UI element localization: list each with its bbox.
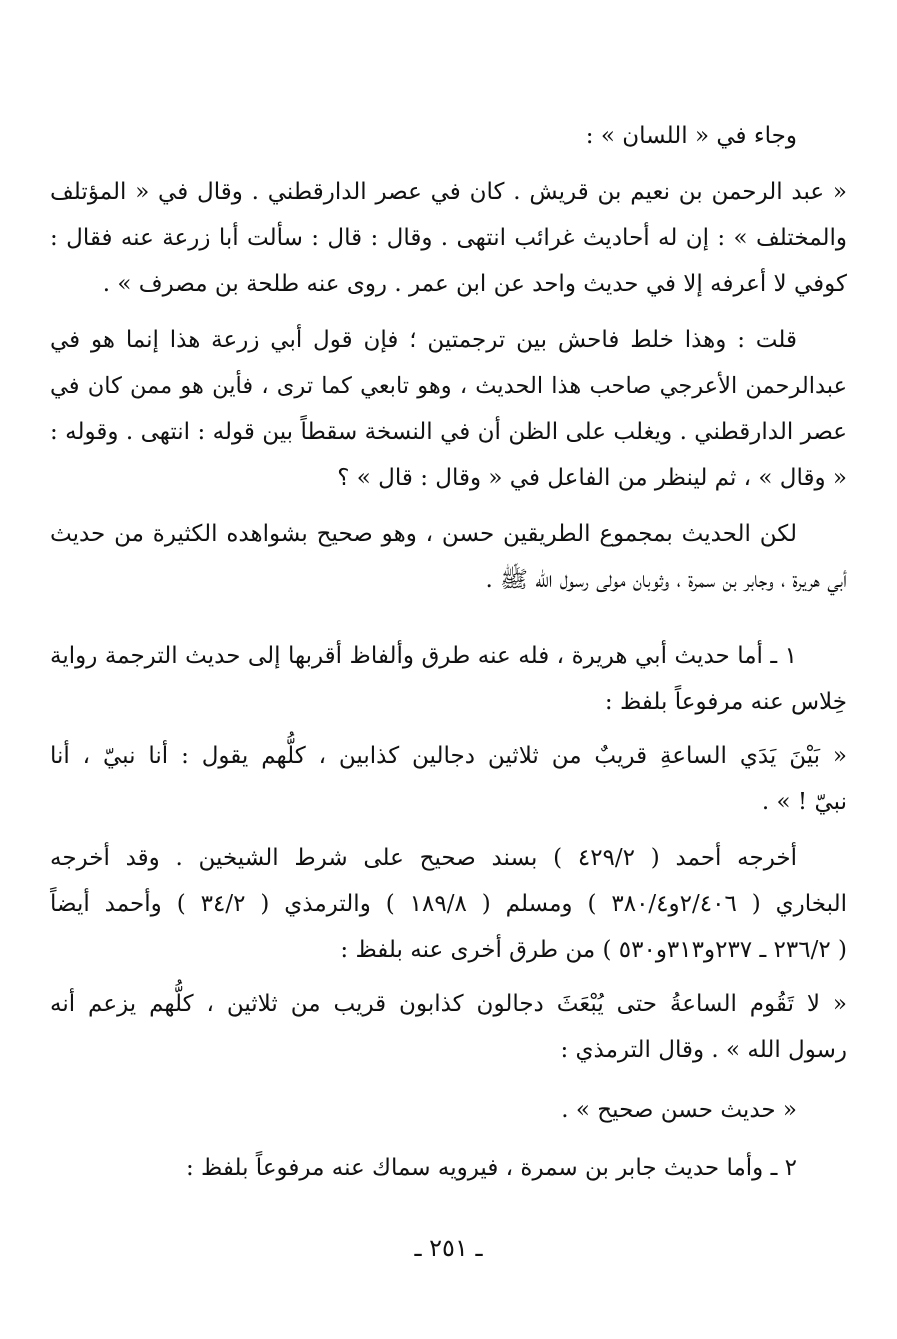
text-line: عبدالرحمن الأعرجي صاحب هذا الحديث ، وهو تابعي كما ترى ، فأين هو ممن كان في [50, 373, 847, 399]
text-line: ١ ـ أما حديث أبي هريرة ، فله عنه طرق وألفاظ أقربها إلى حديث الترجمة رواية [50, 643, 797, 669]
text-line: أخرجه أحمد ( ٤٢٩/٢ ) بسند صحيح على شرط الشيخين . وقد أخرجه [50, 845, 797, 871]
page-number: ـ ٢٥١ ـ [414, 1234, 483, 1262]
text-line: « وقال » ، ثم لينظر من الفاعل في « وقال : قال » ؟ [337, 465, 847, 491]
text-line: كوفي لا أعرفه إلا في حديث واحد عن ابن عمر . روى عنه طلحة بن مصرف » . [102, 271, 847, 297]
text-line: عصر الدارقطني . ويغلب على الظن أن في النسخة سقطاً بين قوله : انتهى . وقوله : [50, 419, 847, 445]
text-line: لكن الحديث بمجموع الطريقين حسن ، وهو صحيح بشواهده الكثيرة من حديث [50, 521, 797, 547]
text-line: رسول الله » . وقال الترمذي : [560, 1037, 847, 1063]
text-line: « لا تَقُوم الساعةُ حتى يُبْعَثَ دجالون كذابون قريب من ثلاثين ، كلُّهم يزعم أنه [50, 991, 847, 1017]
text-line: البخاري ( ٢/٤٠٦و٣٨٠/٤ ) ومسلم ( ١٨٩/٨ ) والترمذي ( ٣٤/٢ ) وأحمد أيضاً [50, 891, 847, 917]
text-line: خِلاس عنه مرفوعاً بلفظ : [604, 689, 847, 715]
text-line: ( ٢٣٦/٢ ـ ٢٣٧و٣١٣و٥٣٠ ) من طرق أخرى عنه بلفظ : [340, 937, 847, 963]
text-line: ٢ ـ وأما حديث جابر بن سمرة ، فيرويه سماك عنه مرفوعاً بلفظ : [185, 1155, 797, 1181]
text-line: قلت : وهذا خلط فاحش بين ترجمتين ؛ فإن قول أبي زرعة هذا إنما هو في [50, 327, 797, 353]
text-line: نبيّ ! » . [761, 789, 847, 815]
text-line: أبي هريرة ، وجابر بن سمرة ، وثوبان مولى رسول الله ﷺ . [485, 567, 847, 593]
text-line: والمختلف » : إن له أحاديث غرائب انتهى . وقال : قال : سألت أبا زرعة عنه فقال : [50, 225, 847, 251]
text-line: « حديث حسن صحيح » . [561, 1097, 797, 1123]
text-line: وجاء في « اللسان » : [585, 123, 797, 149]
text-line: « عبد الرحمن بن نعيم بن قريش . كان في عصر الدارقطني . وقال في « المؤتلف [50, 179, 847, 205]
text-line: « بَيْنَ يَدَي الساعةِ قريبٌ من ثلاثين دجالين كذابين ، كلُّهم يقول : أنا نبيّ ، أنا [50, 743, 847, 769]
